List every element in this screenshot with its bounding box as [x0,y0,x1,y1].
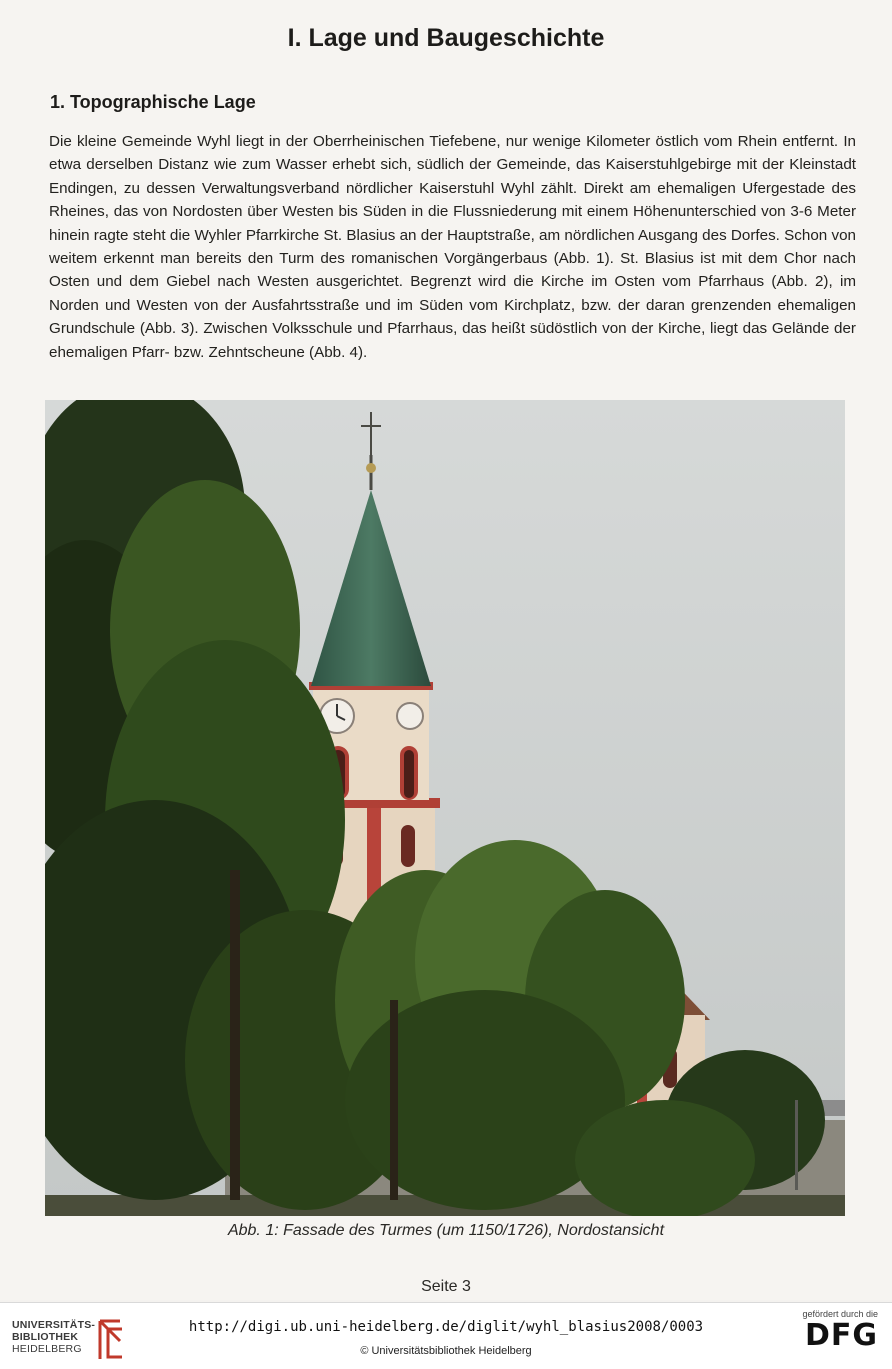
library-name-line2: BIBLIOTHEK [12,1331,79,1343]
lamp-post [795,1100,798,1190]
figure-caption: Abb. 1: Fassade des Turmes (um 1150/1726), Nordostansicht [227,1222,665,1239]
section-heading: 1. Topographische Lage [50,92,256,112]
page-number: Seite 3 [421,1278,471,1295]
photo-illustration [45,400,845,1216]
permalink-url[interactable]: http://digi.ub.uni-heidelberg.de/diglit/wyhl_blasius2008/0003 [188,1319,704,1335]
library-name-line1: UNIVERSITÄTS- [12,1319,96,1331]
dfg-logo-block[interactable] [782,1309,878,1353]
tower-window [401,825,415,867]
dfg-logo: DFG [804,1318,878,1353]
body-paragraph: Die kleine Gemeinde Wyhl liegt in der Oberrheinischen Tiefebene, nur wenige Kilometer östlich vom Rhein entfernt. In etwa derselben Distanz wie zum Wasser erhebt sich, südlich der Gemeinde, das Kaiserstuhlgebirge mit der Kleinstadt Endingen, zu dessen Verwaltungsverband nördlicher Kaiserstuhl Wyhl zählt. Direkt am ehemaligen Ufergestade des Rheines, das von Nordosten über Westen bis Süden in die Flussniederung mit einem Höhenunterschied von 3-6 Meter hinein ragte steht die Wyhler Pfarrkirche St. Blasius an der Hauptstraße, am nördlichen Ausgang des Dorfes. Schon von weitem erkennt man bereits den Turm des romanischen Vorgängerbaus (Abb. 1). St. Blasius ist mit dem Chor nach Osten und dem Giebel nach Westen ausgerichtet. Begrenzt wird die Kirche im Osten vom Pfarrhaus (Abb. 2), im Norden und Westen von der Ausfahrtsstraße und im Süden vom Kirchplatz, bzw. der daran grenzenden ehemaligen Grundschule (Abb. 3). Zwischen Volksschule und Pfarrhaus, das heißt südöstlich von der Kirche, liegt das Gelände der ehemaligen Pfarr- bzw. Zehntscheune (Abb. 4). [49,133,856,361]
digitization-footer [0,1302,892,1369]
copyright-notice: © Universitätsbibliothek Heidelberg [360,1345,532,1357]
church-tower-photo [45,400,845,1216]
library-name-line3: HEIDELBERG [12,1343,82,1355]
belfry-window [404,750,414,798]
clock-face-right [397,703,423,729]
chapter-title: I. Lage und Baugeschichte [287,24,605,52]
dfg-subtitle: gefördert durch die [802,1309,878,1319]
